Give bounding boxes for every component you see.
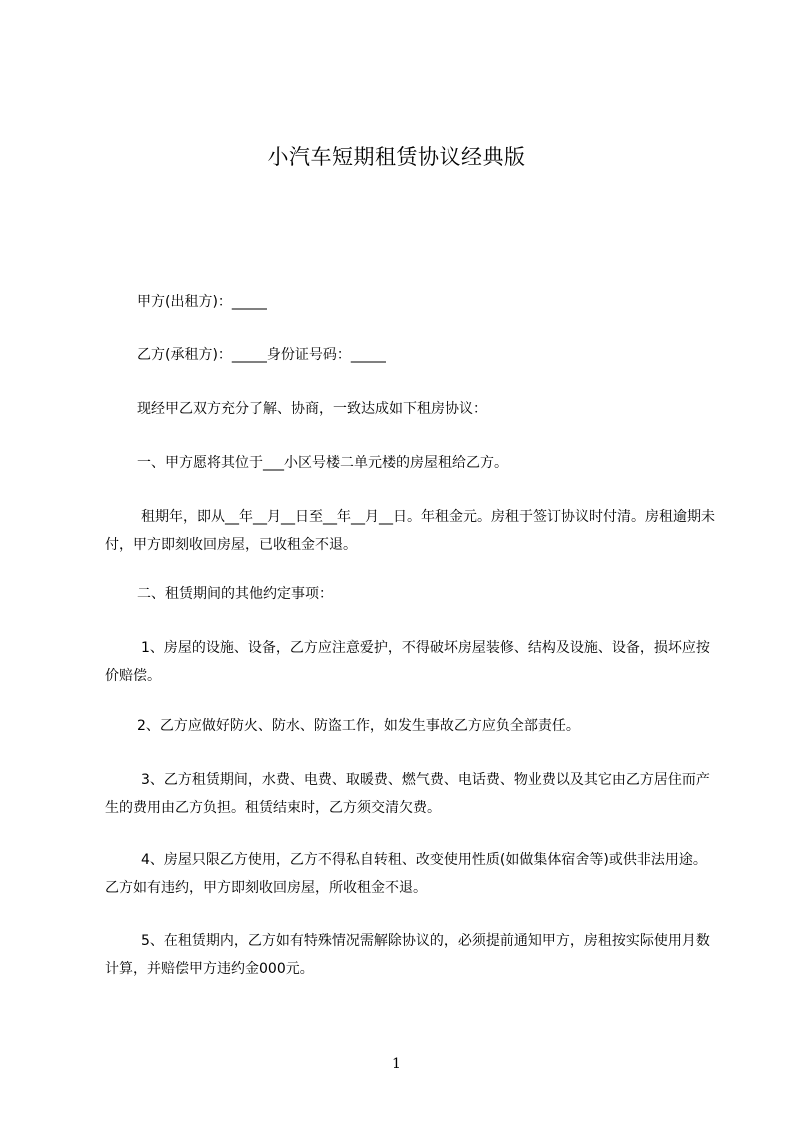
page-number: 1 bbox=[392, 1056, 401, 1072]
preamble-paragraph: 现经甲乙双方充分了解、协商，一致达成如下租房协议： bbox=[137, 401, 487, 417]
document-title: 小汽车短期租赁协议经典版 bbox=[267, 145, 526, 169]
item-4-paragraph: 4、房屋只限乙方使用，乙方不得私自转租、改变使用性质(如做集体宿舍等)或供非法用途。乙方如有违约，甲方即刻收回房屋，所收租金不退。 bbox=[105, 852, 707, 896]
item-3-paragraph: 3、乙方租赁期间，水费、电费、取暖费、燃气费、电话费、物业费以及其它由乙方居住而产生的费用由乙方负担。租赁结束时，乙方须交清欠费。 bbox=[105, 772, 710, 816]
item-2-paragraph: 2、乙方应做好防火、防水、防盗工作，如发生事故乙方应负全部责任。 bbox=[137, 718, 580, 734]
item-1-paragraph: 1、房屋的设施、设备，乙方应注意爱护，不得破坏房屋装修、结构及设施、设备，损坏应按价赔偿。 bbox=[105, 640, 710, 684]
clause-one-paragraph: 一、甲方愿将其位于___小区号楼二单元楼的房屋租给乙方。 bbox=[137, 455, 508, 471]
party-a-line: 甲方(出租方)：_____ bbox=[137, 294, 267, 310]
item-5-paragraph: 5、在租赁期内，乙方如有特殊情况需解除协议的，必须提前通知甲方，房租按实际使用月数计算，并赔偿甲方违约金000元。 bbox=[105, 933, 710, 977]
clause-two-heading: 二、租赁期间的其他约定事项： bbox=[137, 586, 333, 602]
party-b-line: 乙方(承租方)：_____身份证号码：_____ bbox=[137, 347, 386, 363]
lease-term-paragraph: 租期年，即从__年__月__日至__年__月__日。年租金元。房租于签订协议时付清。房租逾期未付，甲方即刻收回房屋，已收租金不退。 bbox=[105, 509, 715, 553]
